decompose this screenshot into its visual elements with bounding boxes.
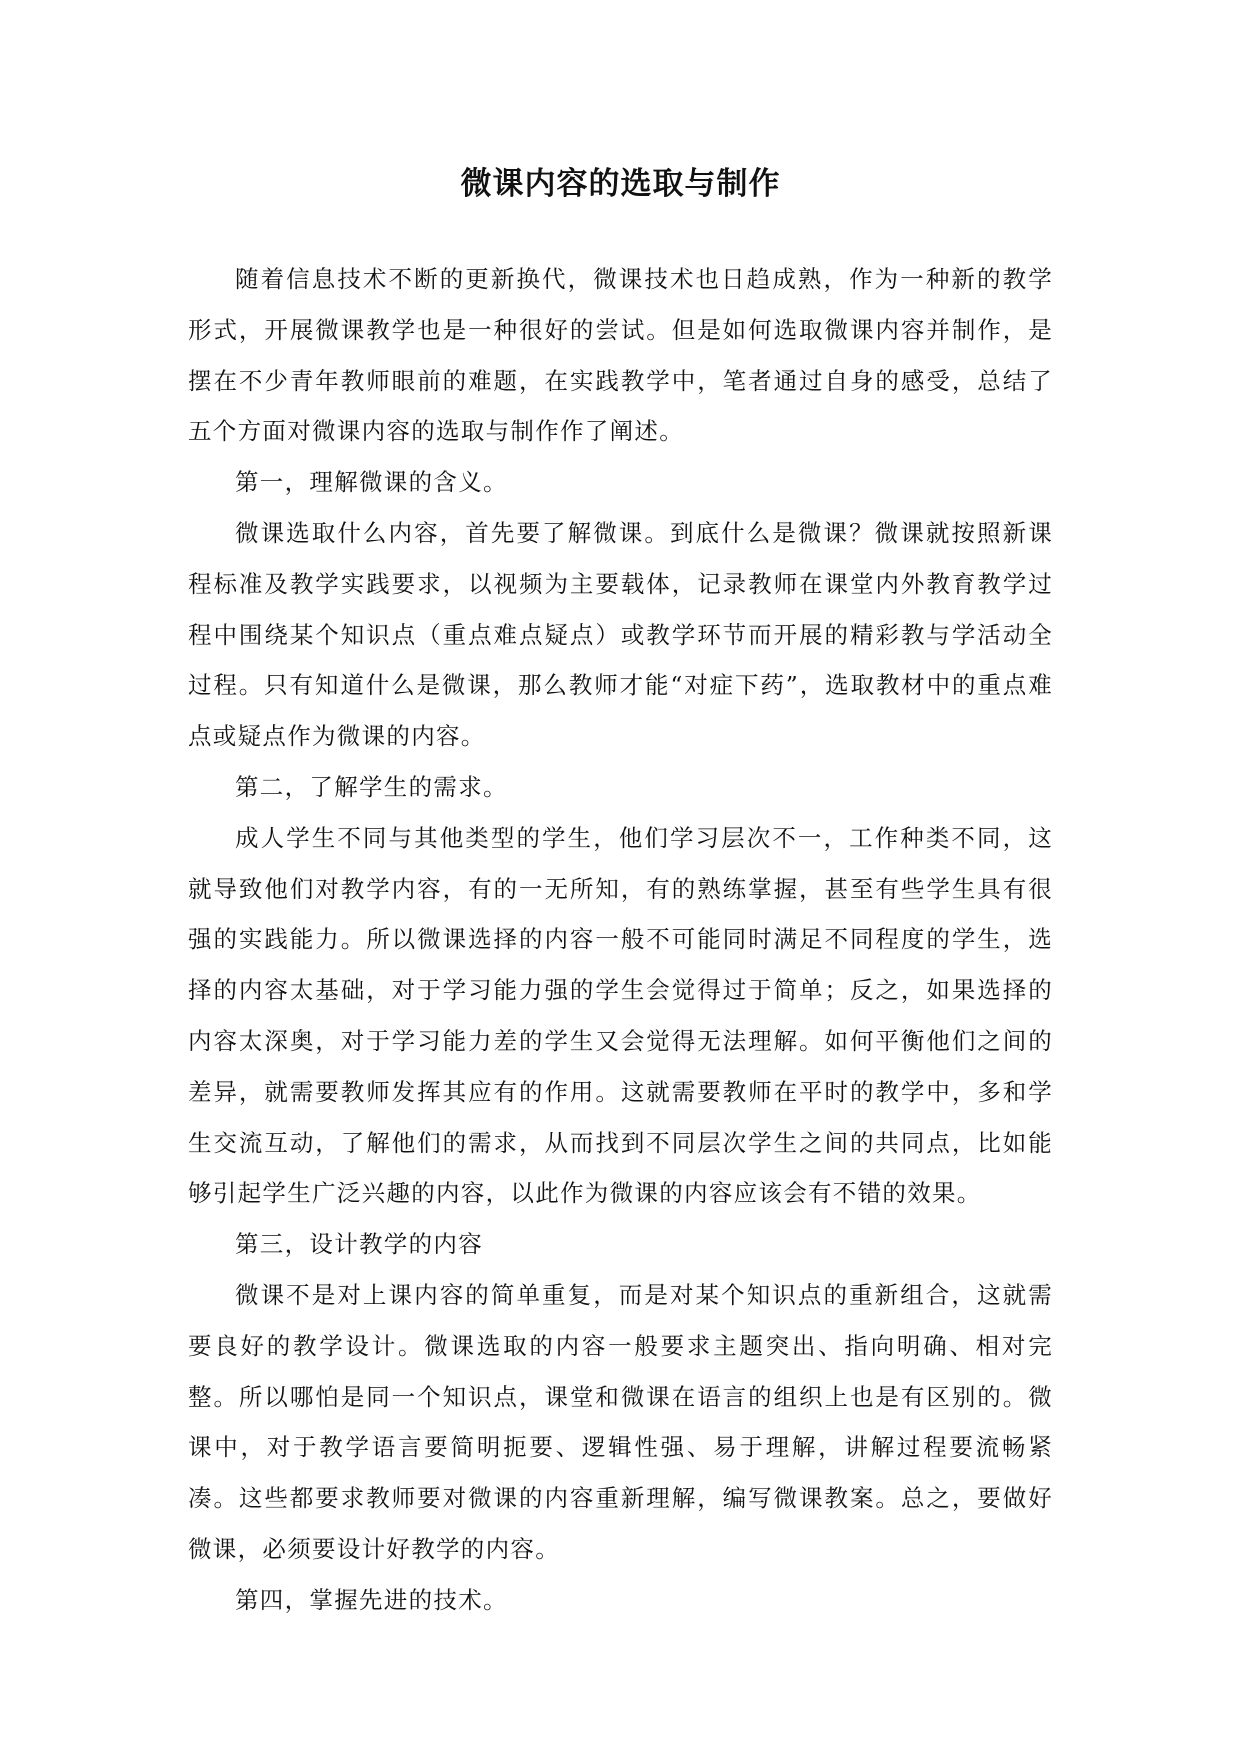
article-body — [188, 254, 1053, 1626]
paragraph-section-3: 微课不是对上课内容的简单重复，而是对某个知识点的重新组合，这就需要良好的教学设计。微课选取的内容一般要求主题突出、指向明确、相对完整。所以哪怕是同一个知识点，课堂和微课在语言的组织上也是有区别的。微课中，对于教学语言要简明扼要、逻辑性强、易于理解，讲解过程要流畅紧凑。这些都要求教师要对微课的内容重新理解，编写微课教案。总之，要做好微课，必须要设计好教学的内容。 — [188, 1280, 1053, 1563]
paragraph-section-2: 成人学生不同与其他类型的学生，他们学习层次不一，工作种类不同，这就导致他们对教学内容，有的一无所知，有的熟练掌握，甚至有些学生具有很强的实践能力。所以微课选择的内容一般不可能同时满足不同程度的学生，选择的内容太基础，对于学习能力强的学生会觉得过于简单；反之，如果选择的内容太深奥，对于学习能力差的学生又会觉得无法理解。如何平衡他们之间的差异，就需要教师发挥其应有的作用。这就需要教师在平时的教学中，多和学生交流互动，了解他们的需求，从而找到不同层次学生之间的共同点，比如能够引起学生广泛兴趣的内容，以此作为微课的内容应该会有不错的效果。 — [188, 823, 1053, 1208]
section-heading-3: 第三，设计教学的内容 — [235, 1230, 483, 1259]
section-heading-2: 第二，了解学生的需求。 — [235, 772, 508, 801]
paragraph-section-1: 微课选取什么内容，首先要了解微课。到底什么是微课？微课就按照新课程标准及教学实践要求，以视频为主要载体，记录教师在课堂内外教育教学过程中围绕某个知识点（重点难点疑点）或教学环节而开展的精彩教与学活动全过程。只有知道什么是微课，那么教师才能“对症下药”，选取教材中的重点难点或疑点作为微课的内容。 — [188, 518, 1053, 751]
page-title: 微课内容的选取与制作 — [460, 166, 781, 202]
section-heading-4: 第四，掌握先进的技术。 — [235, 1585, 508, 1614]
paragraph-intro: 随着信息技术不断的更新换代，微课技术也日趋成熟，作为一种新的教学形式，开展微课教学也是一种很好的尝试。但是如何选取微课内容并制作，是摆在不少青年教师眼前的难题，在实践教学中，笔者通过自身的感受，总结了五个方面对微课内容的选取与制作作了阐述。 — [188, 265, 1053, 446]
section-heading-1: 第一，理解微课的含义。 — [235, 468, 508, 497]
